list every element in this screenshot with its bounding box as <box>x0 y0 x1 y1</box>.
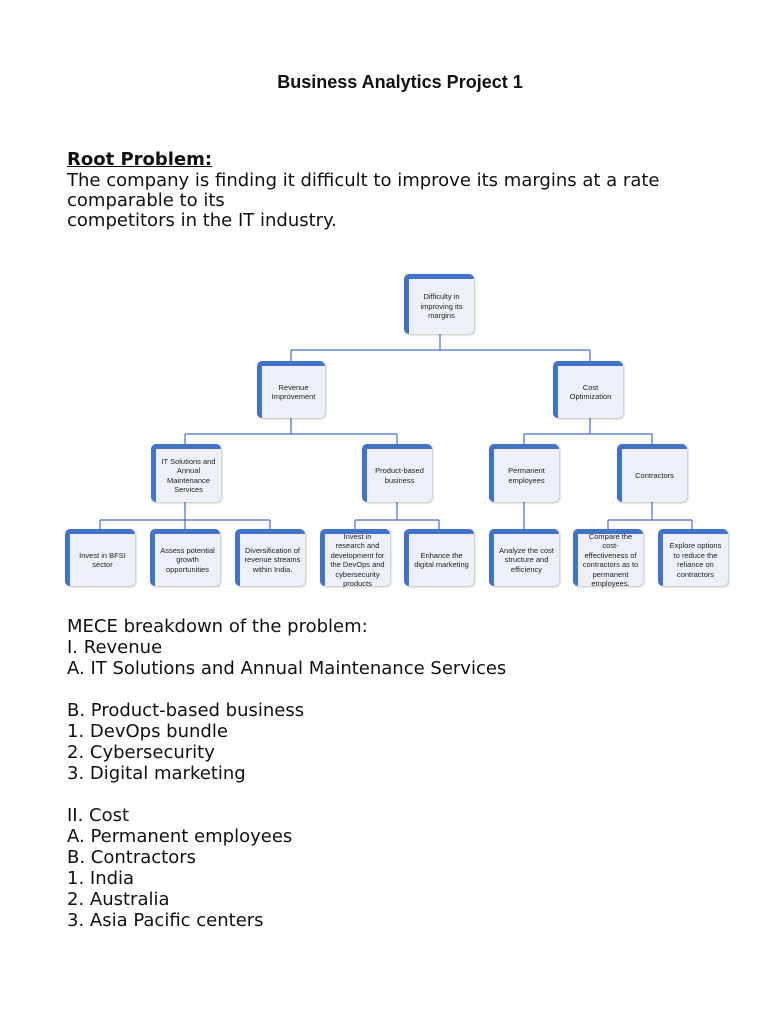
root-problem-line: competitors in the IT industry. <box>67 210 337 231</box>
tree-node-label: IT Solutions and Annual Maintenance Services <box>161 456 216 494</box>
tree-node-label: Permanent employees <box>508 466 545 485</box>
tree-node-permanent-employees <box>489 444 559 502</box>
tree-node-revenue-improvement <box>257 361 325 418</box>
mece-revenue-item: 3. Digital marketing <box>67 763 246 784</box>
mece-revenue-label: I. Revenue <box>67 637 163 658</box>
tree-node-label: Product-based business <box>375 466 424 485</box>
mece-revenue-b: B. Product-based business <box>67 700 305 721</box>
mece-breakdown <box>67 616 747 931</box>
mece-cost-item: 2. Australia <box>67 889 170 910</box>
root-problem-line: comparable to its <box>67 190 225 211</box>
root-problem-line: The company is finding it difficult to improve its margins at a rate <box>67 170 660 191</box>
tree-node-root <box>404 274 474 334</box>
tree-node-cost-structure <box>489 529 559 586</box>
mece-revenue-item: 1. DevOps bundle <box>67 721 228 742</box>
tree-node-diversification <box>235 529 305 586</box>
mece-cost-label: II. Cost <box>67 805 130 826</box>
tree-node-label: Analyze the cost structure and efficiency <box>498 545 555 574</box>
tree-node-label: Contractors <box>635 470 674 480</box>
tree-node-invest-bfsi <box>65 529 135 586</box>
tree-node-label: Cost Optimization <box>569 382 612 401</box>
mece-heading: MECE breakdown of the problem: <box>67 616 368 637</box>
tree-node-label: Revenue Improvement <box>271 382 316 401</box>
mece-revenue-a: A. IT Solutions and Annual Maintenance Services <box>67 658 507 679</box>
tree-node-research-development <box>320 529 390 586</box>
tree-node-label: Invest in BFSI sector <box>79 550 126 569</box>
document-title: Business Analytics Project 1 <box>277 72 523 92</box>
mece-cost-item: 1. India <box>67 868 135 889</box>
tree-node-label: Difficulty in improving its margins <box>420 292 463 321</box>
tree-node-growth-opportunities <box>150 529 220 586</box>
tree-node-label: Enhance the digital marketing <box>414 550 469 569</box>
tree-node-compare-cost <box>573 529 643 586</box>
mece-revenue-item: 2. Cybersecurity <box>67 742 215 763</box>
tree-node-reduce-reliance <box>658 529 728 586</box>
mece-cost-item: 3. Asia Pacific centers <box>67 910 264 931</box>
mece-cost-b: B. Contractors <box>67 847 197 868</box>
tree-node-label: Invest in research and development for the DevOps and cybersecurity products <box>330 531 385 588</box>
mece-cost-a: A. Permanent employees <box>67 826 293 847</box>
spacer <box>67 679 747 700</box>
root-problem-heading: Root Problem: <box>67 149 213 170</box>
tree-node-product-based <box>362 444 432 502</box>
tree-node-label: Compare the cost-effectiveness of contractors as to permanent employees. <box>582 531 639 588</box>
tree-node-cost-optimization <box>553 361 623 418</box>
tree-node-label: Diversification of revenue streams within India. <box>244 545 301 574</box>
tree-node-digital-marketing <box>404 529 474 586</box>
tree-node-label: Explore options to reduce the reliance on contractors <box>669 541 722 579</box>
tree-node-contractors <box>617 444 687 502</box>
spacer <box>67 784 747 805</box>
root-problem-text <box>67 171 747 231</box>
tree-node-label: Assess potential growth opportunities <box>160 545 215 574</box>
tree-node-it-solutions <box>151 444 221 502</box>
